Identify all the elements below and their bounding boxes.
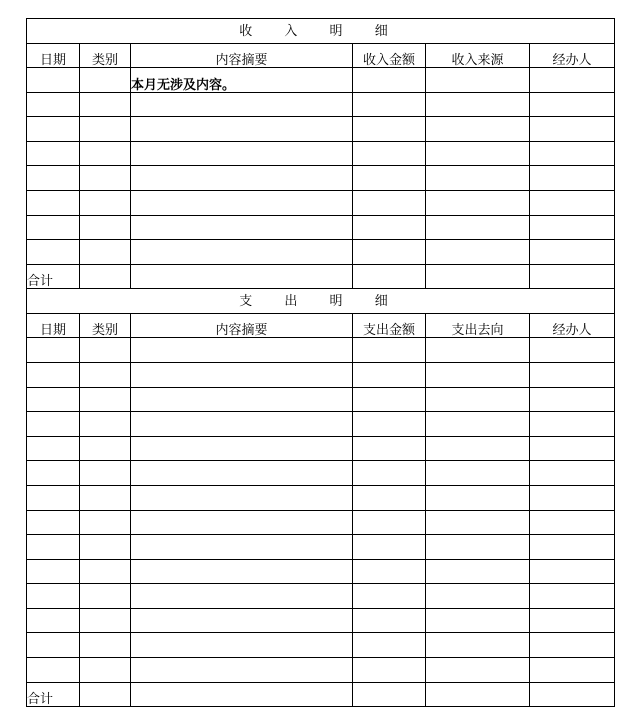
income-cell-summary[interactable]	[131, 215, 353, 240]
expense-cell-category[interactable]	[80, 584, 131, 609]
income-table-row	[27, 240, 615, 265]
income-table-row	[27, 92, 615, 117]
expense-cell-category[interactable]	[80, 485, 131, 510]
income-total-label: 合计	[27, 264, 80, 289]
expense-cell-category[interactable]	[80, 559, 131, 584]
expense-cell-handler[interactable]	[530, 387, 615, 412]
expense-cell-destination[interactable]	[426, 436, 530, 461]
expense-cell-date[interactable]	[27, 338, 80, 363]
expense-cell-date[interactable]	[27, 485, 80, 510]
income-total-row	[27, 264, 615, 289]
income-header-source: 收入来源	[426, 44, 530, 68]
expense-cell-date[interactable]	[27, 633, 80, 658]
expense-cell-destination[interactable]	[426, 338, 530, 363]
income-total-cell[interactable]	[530, 264, 615, 289]
expense-cell-handler[interactable]	[530, 412, 615, 437]
income-cell-date[interactable]	[27, 92, 80, 117]
income-total-cell[interactable]	[353, 264, 426, 289]
income-cell-amount[interactable]	[353, 92, 426, 117]
income-header-category: 类别	[80, 44, 131, 68]
income-cell-summary[interactable]	[131, 92, 353, 117]
income-total-cell[interactable]	[80, 264, 131, 289]
expense-table-row	[27, 535, 615, 560]
expense-cell-date[interactable]	[27, 362, 80, 387]
expense-title-row	[27, 289, 615, 314]
income-cell-handler[interactable]	[530, 141, 615, 166]
income-table-row	[27, 215, 615, 240]
income-cell-source[interactable]	[426, 141, 530, 166]
income-cell-amount[interactable]	[353, 190, 426, 215]
income-cell-category[interactable]	[80, 190, 131, 215]
expense-cell-destination[interactable]	[426, 584, 530, 609]
income-cell-amount[interactable]	[353, 166, 426, 191]
income-cell-amount[interactable]	[353, 240, 426, 265]
expense-cell-handler[interactable]	[530, 436, 615, 461]
expense-total-cell[interactable]	[426, 682, 530, 707]
expense-table-row	[27, 559, 615, 584]
expense-cell-amount[interactable]	[353, 485, 426, 510]
expense-cell-summary[interactable]	[131, 362, 353, 387]
expense-cell-amount[interactable]	[353, 436, 426, 461]
expense-header-category: 类别	[80, 314, 131, 338]
expense-cell-date[interactable]	[27, 412, 80, 437]
expense-cell-handler[interactable]	[530, 584, 615, 609]
income-total-cell[interactable]	[426, 264, 530, 289]
expense-header-row	[27, 314, 615, 338]
expense-table-row	[27, 658, 615, 683]
expense-cell-amount[interactable]	[353, 535, 426, 560]
expense-cell-handler[interactable]	[530, 485, 615, 510]
ledger-table	[26, 18, 615, 707]
expense-cell-date[interactable]	[27, 436, 80, 461]
income-cell-summary[interactable]	[131, 240, 353, 265]
expense-cell-handler[interactable]	[530, 510, 615, 535]
expense-cell-destination[interactable]	[426, 633, 530, 658]
income-table-row	[27, 141, 615, 166]
income-cell-summary[interactable]	[131, 190, 353, 215]
income-total-cell[interactable]	[131, 264, 353, 289]
expense-cell-summary[interactable]	[131, 461, 353, 486]
expense-cell-amount[interactable]	[353, 412, 426, 437]
income-cell-amount[interactable]	[353, 117, 426, 142]
expense-cell-summary[interactable]	[131, 608, 353, 633]
income-cell-category[interactable]	[80, 68, 131, 93]
income-cell-handler[interactable]	[530, 215, 615, 240]
expense-cell-handler[interactable]	[530, 559, 615, 584]
expense-header-destination: 支出去向	[426, 314, 530, 338]
expense-cell-summary[interactable]	[131, 485, 353, 510]
expense-cell-category[interactable]	[80, 633, 131, 658]
income-header-amount: 收入金额	[353, 44, 426, 68]
income-cell-category[interactable]	[80, 141, 131, 166]
expense-cell-handler[interactable]	[530, 633, 615, 658]
income-cell-amount[interactable]	[353, 141, 426, 166]
expense-cell-handler[interactable]	[530, 362, 615, 387]
expense-cell-category[interactable]	[80, 535, 131, 560]
expense-cell-destination[interactable]	[426, 535, 530, 560]
expense-total-row	[27, 682, 615, 707]
income-cell-source[interactable]	[426, 68, 530, 93]
expense-cell-destination[interactable]	[426, 412, 530, 437]
income-cell-category[interactable]	[80, 117, 131, 142]
expense-cell-category[interactable]	[80, 461, 131, 486]
expense-cell-category[interactable]	[80, 608, 131, 633]
income-cell-source[interactable]	[426, 190, 530, 215]
expense-cell-summary[interactable]	[131, 658, 353, 683]
income-table-row	[27, 68, 615, 93]
income-cell-summary[interactable]	[131, 117, 353, 142]
expense-cell-amount[interactable]	[353, 584, 426, 609]
income-table-row	[27, 166, 615, 191]
expense-cell-category[interactable]	[80, 510, 131, 535]
expense-cell-amount[interactable]	[353, 510, 426, 535]
expense-cell-destination[interactable]	[426, 608, 530, 633]
expense-cell-handler[interactable]	[530, 461, 615, 486]
expense-cell-summary[interactable]	[131, 584, 353, 609]
expense-header-handler: 经办人	[530, 314, 615, 338]
expense-title: 支 出 明 细	[27, 289, 615, 314]
expense-cell-category[interactable]	[80, 387, 131, 412]
expense-cell-destination[interactable]	[426, 485, 530, 510]
income-cell-source[interactable]	[426, 166, 530, 191]
expense-header-amount: 支出金额	[353, 314, 426, 338]
income-cell-handler[interactable]	[530, 166, 615, 191]
expense-cell-date[interactable]	[27, 608, 80, 633]
income-cell-handler[interactable]	[530, 240, 615, 265]
expense-table-row	[27, 510, 615, 535]
expense-cell-destination[interactable]	[426, 362, 530, 387]
expense-cell-date[interactable]	[27, 658, 80, 683]
expense-table-row	[27, 633, 615, 658]
income-cell-handler[interactable]	[530, 190, 615, 215]
income-cell-date[interactable]	[27, 215, 80, 240]
income-cell-handler[interactable]	[530, 92, 615, 117]
income-cell-category[interactable]	[80, 215, 131, 240]
expense-cell-summary[interactable]	[131, 559, 353, 584]
expense-table-row	[27, 584, 615, 609]
expense-table-row	[27, 412, 615, 437]
expense-cell-category[interactable]	[80, 362, 131, 387]
income-cell-date[interactable]	[27, 240, 80, 265]
income-table-row	[27, 190, 615, 215]
expense-cell-date[interactable]	[27, 535, 80, 560]
expense-cell-category[interactable]	[80, 338, 131, 363]
expense-total-cell[interactable]	[131, 682, 353, 707]
expense-table-row	[27, 338, 615, 363]
expense-cell-summary[interactable]	[131, 338, 353, 363]
expense-table-row	[27, 461, 615, 486]
income-cell-date[interactable]	[27, 68, 80, 93]
expense-header-summary: 内容摘要	[131, 314, 353, 338]
expense-cell-date[interactable]	[27, 559, 80, 584]
expense-cell-date[interactable]	[27, 387, 80, 412]
expense-cell-destination[interactable]	[426, 387, 530, 412]
expense-cell-category[interactable]	[80, 436, 131, 461]
expense-cell-summary[interactable]	[131, 633, 353, 658]
income-cell-date[interactable]	[27, 190, 80, 215]
expense-total-cell[interactable]	[353, 682, 426, 707]
expense-cell-amount[interactable]	[353, 362, 426, 387]
income-cell-date[interactable]	[27, 141, 80, 166]
expense-cell-summary[interactable]	[131, 510, 353, 535]
income-cell-date[interactable]	[27, 117, 80, 142]
expense-cell-destination[interactable]	[426, 461, 530, 486]
expense-table-row	[27, 608, 615, 633]
income-cell-handler[interactable]	[530, 68, 615, 93]
expense-cell-destination[interactable]	[426, 510, 530, 535]
expense-cell-handler[interactable]	[530, 535, 615, 560]
expense-cell-summary[interactable]	[131, 436, 353, 461]
income-cell-source[interactable]	[426, 92, 530, 117]
expense-cell-summary[interactable]	[131, 412, 353, 437]
income-cell-date[interactable]	[27, 166, 80, 191]
expense-cell-date[interactable]	[27, 510, 80, 535]
income-cell-amount[interactable]	[353, 215, 426, 240]
expense-cell-amount[interactable]	[353, 658, 426, 683]
expense-cell-summary[interactable]	[131, 535, 353, 560]
income-title: 收 入 明 细	[27, 19, 615, 44]
income-cell-source[interactable]	[426, 240, 530, 265]
income-cell-source[interactable]	[426, 215, 530, 240]
expense-table-row	[27, 362, 615, 387]
income-cell-category[interactable]	[80, 92, 131, 117]
income-table-row	[27, 117, 615, 142]
income-cell-summary[interactable]: 本月无涉及内容。	[131, 68, 353, 93]
expense-cell-category[interactable]	[80, 658, 131, 683]
income-cell-amount[interactable]	[353, 68, 426, 93]
income-header-date: 日期	[27, 44, 80, 68]
expense-cell-amount[interactable]	[353, 338, 426, 363]
expense-table-row	[27, 485, 615, 510]
expense-cell-destination[interactable]	[426, 559, 530, 584]
expense-header-date: 日期	[27, 314, 80, 338]
expense-table-row	[27, 436, 615, 461]
ledger-sheet	[26, 18, 614, 707]
expense-total-cell[interactable]	[530, 682, 615, 707]
expense-cell-summary[interactable]	[131, 387, 353, 412]
income-cell-source[interactable]	[426, 117, 530, 142]
income-header-handler: 经办人	[530, 44, 615, 68]
expense-cell-date[interactable]	[27, 584, 80, 609]
expense-cell-date[interactable]	[27, 461, 80, 486]
expense-table-row	[27, 387, 615, 412]
income-cell-category[interactable]	[80, 240, 131, 265]
income-title-row	[27, 19, 615, 44]
expense-cell-amount[interactable]	[353, 559, 426, 584]
expense-cell-destination[interactable]	[426, 658, 530, 683]
expense-cell-amount[interactable]	[353, 633, 426, 658]
income-header-summary: 内容摘要	[131, 44, 353, 68]
expense-cell-amount[interactable]	[353, 387, 426, 412]
expense-cell-amount[interactable]	[353, 608, 426, 633]
expense-cell-category[interactable]	[80, 412, 131, 437]
expense-total-label: 合计	[27, 682, 80, 707]
expense-cell-handler[interactable]	[530, 608, 615, 633]
expense-cell-handler[interactable]	[530, 658, 615, 683]
expense-cell-amount[interactable]	[353, 461, 426, 486]
income-header-row	[27, 44, 615, 68]
income-cell-category[interactable]	[80, 166, 131, 191]
expense-total-cell[interactable]	[80, 682, 131, 707]
expense-cell-handler[interactable]	[530, 338, 615, 363]
income-cell-summary[interactable]	[131, 141, 353, 166]
income-cell-handler[interactable]	[530, 117, 615, 142]
income-cell-summary[interactable]	[131, 166, 353, 191]
